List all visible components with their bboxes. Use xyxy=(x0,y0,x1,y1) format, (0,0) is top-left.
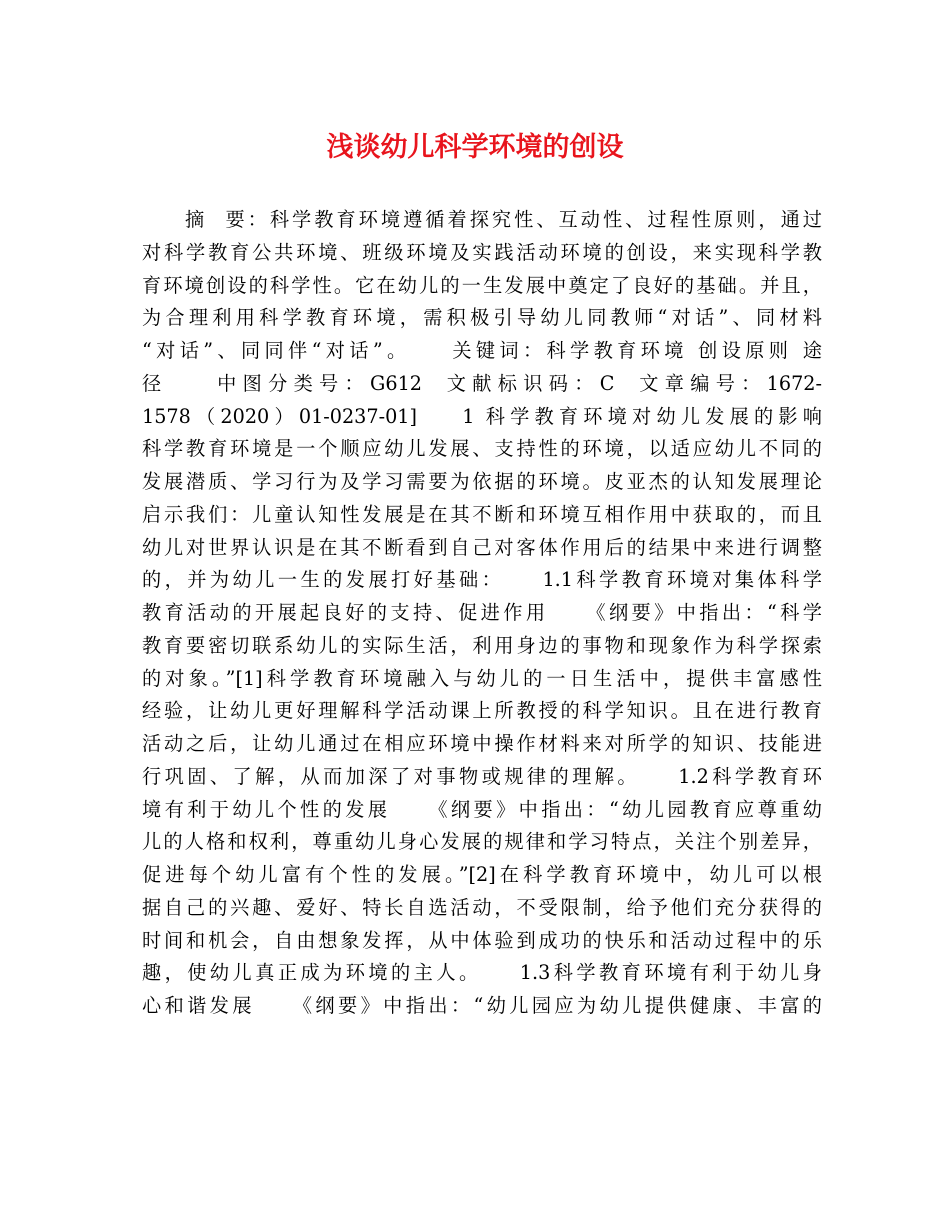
document-title: 浅谈幼儿科学环境的创设 xyxy=(326,132,624,163)
body-line: 据自己的兴趣、爱好、特长自选活动，不受限制，给予他们充分获得的 xyxy=(142,895,822,919)
body-line: 育环境创设的科学性。它在幼儿的一生发展中奠定了良好的基础。并且， xyxy=(142,273,822,297)
body-line: 活动之后，让幼儿通过在相应环境中操作材料来对所学的知识、技能进 xyxy=(142,732,822,755)
body-line: 经验，让幼儿更好理解科学活动课上所教授的科学知识。且在进行教育 xyxy=(142,699,822,723)
body-line: 幼儿对世界认识是在其不断看到自己对客体作用后的结果中来进行调整 xyxy=(142,535,822,559)
body-line: 教育活动的开展起良好的支持、促进作用 《纲要》中指出：“科学 xyxy=(142,601,822,624)
body-line: 的，并为幼儿一生的发展打好基础： 1.1科学教育环境对集体科学 xyxy=(142,568,822,592)
body-line: 径 中图分类号：G612 文献标识码：C 文章编号：1672- xyxy=(142,371,822,395)
document-body xyxy=(142,204,822,1023)
body-line: 趣，使幼儿真正成为环境的主人。 1.3科学教育环境有利于幼儿身 xyxy=(142,961,822,985)
body-line: 儿的人格和权利，尊重幼儿身心发展的规律和学习特点，关注个别差异， xyxy=(142,830,822,854)
body-line: 的对象。”[1]科学教育环境融入与幼儿的一日生活中，提供丰富感性 xyxy=(142,666,822,690)
body-line: 科学教育环境是一个顺应幼儿发展、支持性的环境，以适应幼儿不同的 xyxy=(142,437,822,461)
body-line: 促进每个幼儿富有个性的发展。”[2]在科学教育环境中，幼儿可以根 xyxy=(142,863,822,886)
body-line: 对科学教育公共环境、班级环境及实践活动环境的创设，来实现科学教 xyxy=(142,240,822,264)
body-line: 境有利于幼儿个性的发展 《纲要》中指出：“幼儿园教育应尊重幼 xyxy=(142,797,822,821)
body-line: 发展潜质、学习行为及学习需要为依据的环境。皮亚杰的认知发展理论 xyxy=(142,470,822,493)
body-line: 行巩固、了解，从而加深了对事物或规律的理解。 1.2科学教育环 xyxy=(142,764,822,788)
body-line: 启示我们：儿童认知性发展是在其不断和环境互相作用中获取的，而且 xyxy=(142,502,822,526)
body-line: 1578（2020）01-0237-01] 1 科学教育环境对幼儿发展的影响 xyxy=(142,404,822,428)
body-line: 为合理利用科学教育环境，需积极引导幼儿同教师“对话”、同材料 xyxy=(142,306,822,330)
body-line: 心和谐发展 《纲要》中指出：“幼儿园应为幼儿提供健康、丰富的 xyxy=(142,994,822,1017)
body-line: 教育要密切联系幼儿的实际生活，利用身边的事物和现象作为科学探索 xyxy=(142,633,822,657)
body-line: 摘 要：科学教育环境遵循着探究性、互动性、过程性原则，通过 xyxy=(185,208,822,231)
body-line: 时间和机会，自由想象发挥，从中体验到成功的快乐和活动过程中的乐 xyxy=(142,928,822,952)
body-line: “对话”、同同伴“对话”。 关键词：科学教育环境 创设原则 途 xyxy=(142,339,822,362)
